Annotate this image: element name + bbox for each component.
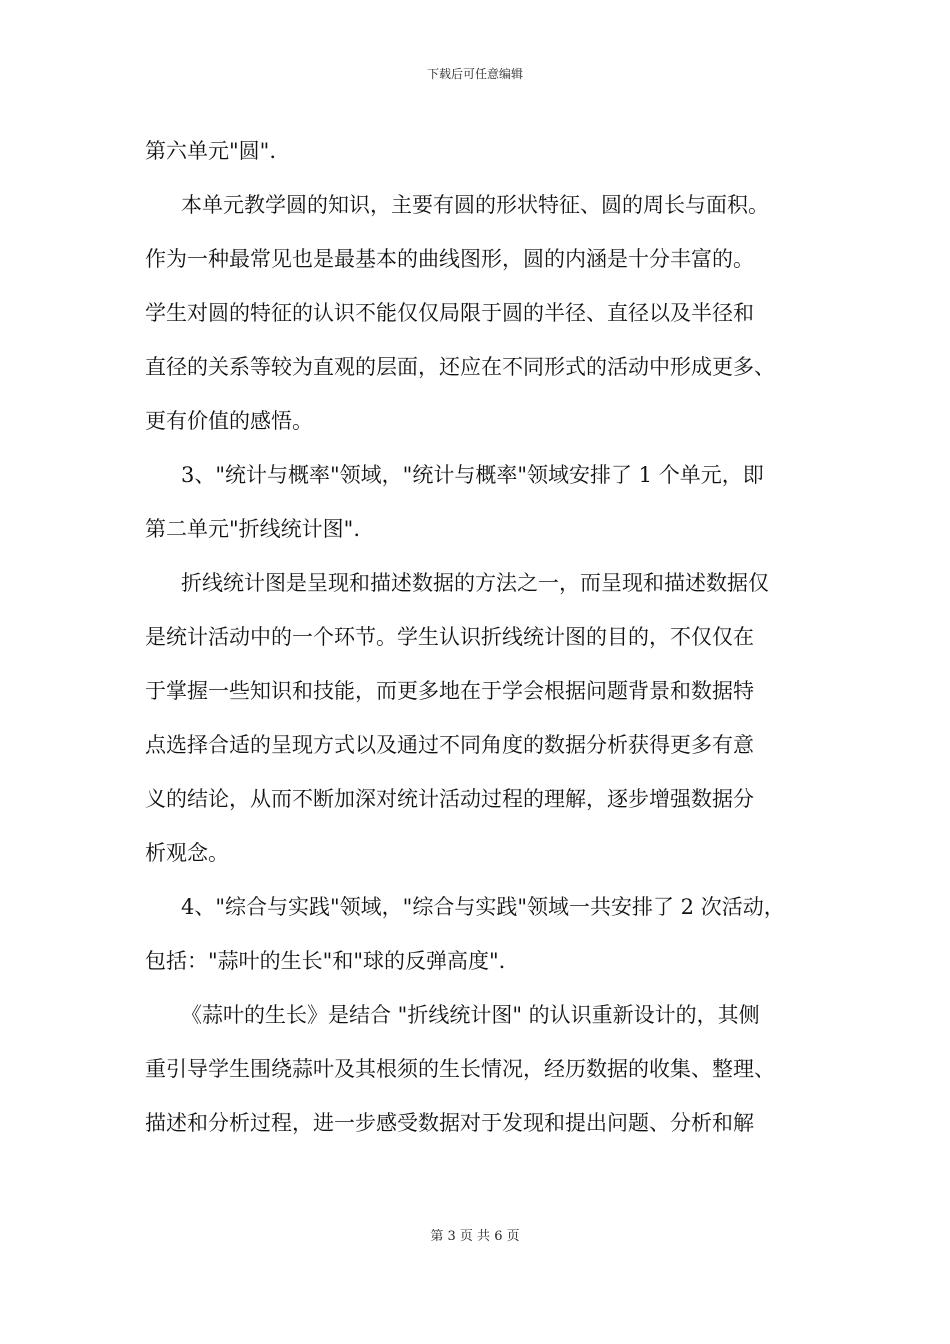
document-body (145, 124, 825, 1150)
text-line: 更有价值的感悟。 (145, 409, 313, 433)
text-line: 点选择合适的呈现方式以及通过不同角度的数据分析获得更多有意 (145, 733, 754, 757)
text-line: 于掌握一些知识和技能，而更多地在于学会根据问题背景和数据特 (145, 679, 754, 703)
text-line: 学生对圆的特征的认识不能仅仅局限于圆的半径、直径以及半径和 (145, 301, 754, 325)
text-line: 重引导学生围绕蒜叶及其根须的生长情况，经历数据的收集、整理、 (145, 1057, 775, 1081)
text-line: 作为一种最常见也是最基本的曲线图形，圆的内涵是十分丰富的。 (145, 247, 754, 271)
text-line: 描述和分析过程，进一步感受数据对于发现和提出问题、分析和解 (145, 1111, 754, 1135)
text-line: 3、"统计与概率"领域，"统计与概率"领域安排了 1 个单元，即 (181, 463, 764, 487)
page-footer: 第 3 页 共 6 页 (430, 1229, 520, 1244)
text-line: 第六单元"圆". (145, 139, 276, 163)
text-line: 义的结论，从而不断加深对统计活动过程的理解，逐步增强数据分 (145, 787, 754, 811)
page-header: 下载后可任意编辑 (426, 67, 523, 81)
text-line: 是统计活动中的一个环节。学生认识折线统计图的目的，不仅仅在 (145, 625, 754, 649)
text-line: 包括："蒜叶的生长"和"球的反弹高度". (145, 949, 506, 973)
text-line: 《蒜叶的生长》是结合 "折线统计图" 的认识重新设计的，其侧 (181, 1003, 760, 1027)
text-line: 本单元教学圆的知识，主要有圆的形状特征、圆的周长与面积。 (181, 193, 769, 217)
text-line: 折线统计图是呈现和描述数据的方法之一，而呈现和描述数据仅 (181, 571, 769, 595)
text-line: 析观念。 (145, 841, 229, 865)
text-line: 4、"综合与实践"领域，"综合与实践"领域一共安排了 2 次活动， (181, 895, 785, 919)
text-line: 直径的关系等较为直观的层面，还应在不同形式的活动中形成更多、 (145, 355, 775, 379)
text-line: 第二单元"折线统计图". (145, 517, 360, 541)
